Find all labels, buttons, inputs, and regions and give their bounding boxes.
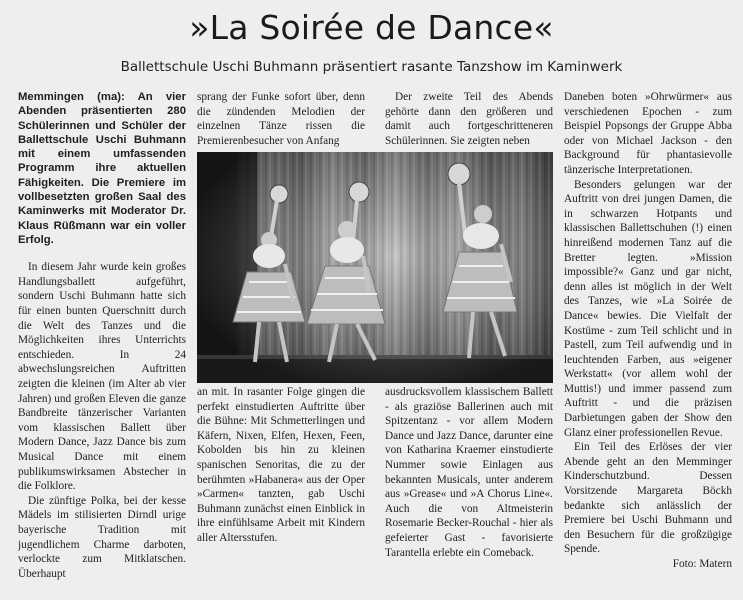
body-paragraph: an mit. In rasanter Folge gingen die perfekt einstudierten Auftritte über die Bühne: Mit Schmetterlingen und Käfern, Nixen, Elfen, Hexen, Feen, Kobolden bis hin zu kleinen spanischen Senoritas, die zu der berühmten »Habanera« aus der Oper »Carmen« tanzten, gab Uschi Buhmann zunächst einen Einblick in ihre einfühlsame Arbeit mit Kindern aller Altersstufen. [197,386,365,544]
body-paragraph: In diesem Jahr wurde kein großes Handlungsballett aufgeführt, sondern Uschi Buhmann hatte sich für einen bunten Querschnitt durch die Welt des Tanzes und die Möglichkeiten ihres Unterrichts entschieden. In 24 abwechslungsreichen Auftritten zeigten die kleinen (im Alter ab vier Jahren) und großen Eleven die ganze Bandbreite tänzerischer Varianten vom klassischen Ballett über Modern Dance, Jazz Dance bis zum Musical Dance mit einem publikumswirksamen Abstecher in die Folklore. [18,261,186,493]
body-paragraph: Ein Teil des Erlöses der vier Abende geht an den Memminger Kinderschutzbund. Dessen Vorsitzende Margareta Böckh bedankte sich anlässlich der Premiere bei Uschi Buhmann und den Besuchern für die großzügige Spende. [564,441,732,556]
body-paragraph: Die zünftige Polka, bei der kesse Mädels im stilisierten Dirndl urige bayerische Tradition mit jugendlichem Charme darboten, verlockte zum Mitklatschen. Überhaupt [18,494,186,580]
body-paragraph: Besonders gelungen war der Auftritt von drei jungen Damen, die in schwarzen Hotpants und klassischen Ballettschuhen (!) einen hinreißend modernen Tanz auf die Bretter legten. »Mission impossible?« Ganz und gar nicht, denn alles ist möglich in der Welt des Tanzes, wie »La Soirée de Dance« bewies. Die Vielfalt der Kostüme - zum Teil schlicht und in Pastell, zum Teil aufwendig und in leuchtenden Farben, aus »eigener Werkstatt« (vor allem wohl der Muttis!) und immer passend zum Auftritt - und die präzisen Darbietungen gaben der Show den Glanz einer professionellen Revue. [564,178,732,439]
article-column-2-top [197,90,365,150]
body-paragraph: sprang der Funke sofort über, denn die zündenden Melodien der einzelnen Tänze rissen die Premierenbesucher von Anfang [197,91,365,147]
photo-credit: Foto: Matern [672,558,732,570]
article-column-3-top [385,90,553,150]
dance-photo [197,152,553,383]
lead-paragraph: Memmingen (ma): An vier Abenden präsentierten 280 Schülerinnen und Schüler der Ballettschule Uschi Buhmann mit einem umfassenden Programm ihre aktuellen Fähigkeiten. Die Premiere im vollbesetzten großen Saal des Kaminwerks mit Moderator Dr. Klaus Rüßmann war ein voller Erfolg. [18,91,186,246]
body-paragraph: Der zweite Teil des Abends gehörte dann den größeren und damit auch fortgeschritteneren Schülerinnen. Sie zeigten neben [385,91,553,147]
body-paragraph: Daneben boten »Ohrwürmer« aus verschiedenen Epochen - zum Beispiel Popsongs der Gruppe Abba oder von Michael Jackson - den Background für phantasievolle tänzerische Interpretationen. [564,91,732,176]
body-paragraph: ausdrucksvollem klassischem Ballett - als graziöse Ballerinen auch mit Spitzentanz - vor allem Modern Dance und Jazz Dance, darunter eine von Katharina Kraemer einstudierte Nummer sowie Einlagen aus bekannten Musicals, unter anderem aus »Grease« und »A Chorus Line«. Auch die von Altmeisterin Rosemarie Becker-Rouchal - hier als gefeierter Gast - favorisierte Tarantella erlebte ein Comeback. [385,386,553,559]
headline: »La Soirée de Dance« [189,8,554,47]
dancers-illustration [197,152,553,383]
article-column-3-bottom [385,385,553,590]
subheadline: Ballettschule Uschi Buhmann präsentiert rasante Tanzshow im Kaminwerk [120,59,623,75]
article-column-4 [564,90,732,590]
article-column-1 [18,90,186,590]
article-column-2-bottom [197,385,365,590]
